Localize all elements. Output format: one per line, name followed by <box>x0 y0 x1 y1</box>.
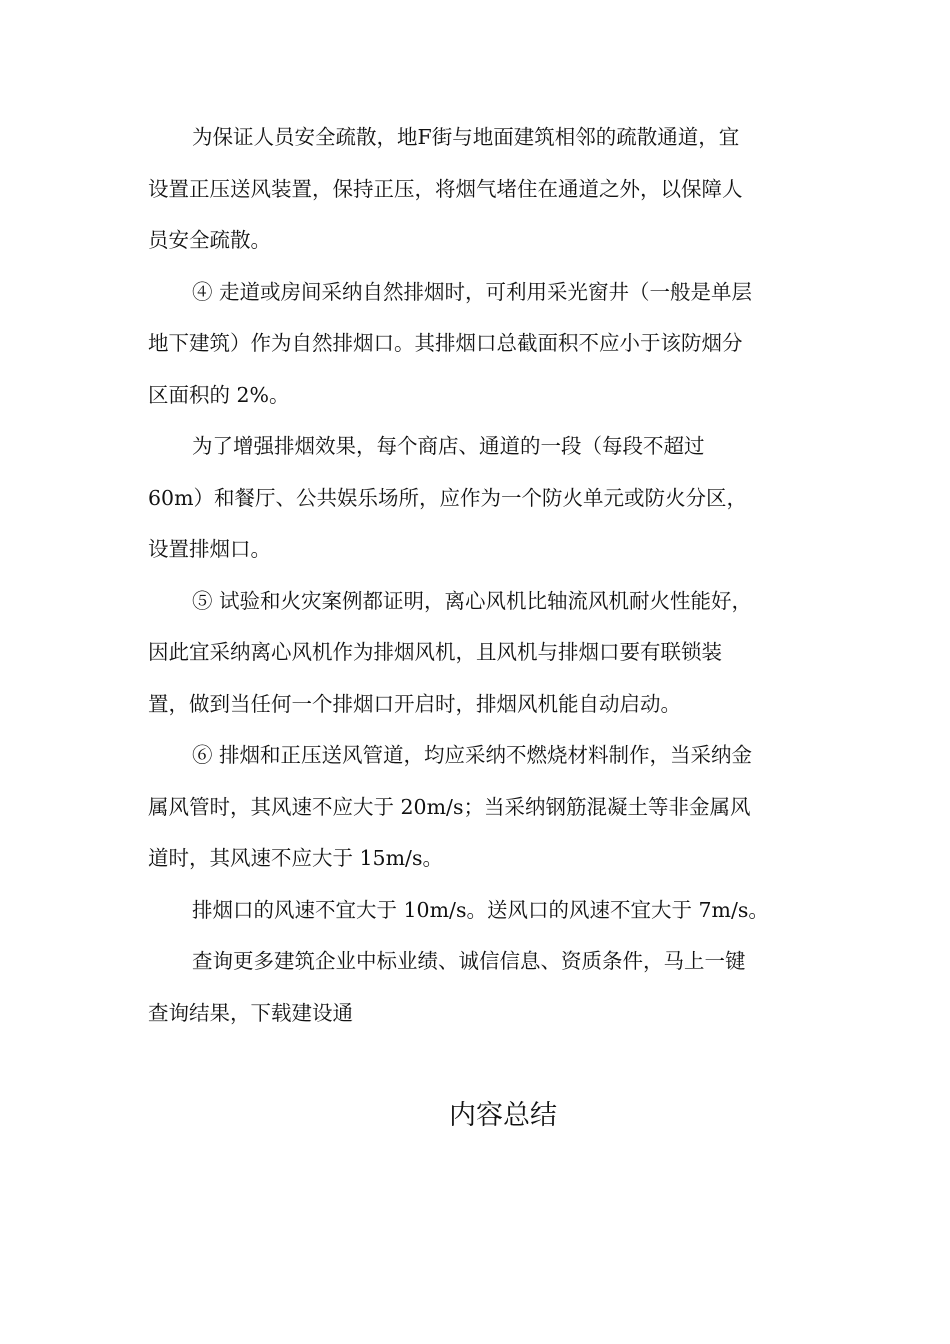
text-line: 设置排烟口。 <box>148 537 271 561</box>
text-line: 员安全疏散。 <box>148 228 271 252</box>
paragraph-item-4-natural-smoke-exhaust <box>148 267 802 422</box>
text-line: 查询结果，下载建设通 <box>148 1000 353 1025</box>
text-line: 设置正压送风装置，保持正压，将烟气堵住在通道之外，以保障人 <box>148 176 743 201</box>
paragraph-evacuation-ventilation <box>148 112 802 267</box>
text-line: 属风管时，其风速不应大于 20m/s；当采纳钢筋混凝土等非金属风 <box>148 794 751 819</box>
paragraph-outlet-air-speed <box>148 885 802 937</box>
summary-heading: 内容总结 <box>449 1100 557 1131</box>
text-line: ④ 走道或房间采纳自然排烟时，可利用采光窗井（一般是单层 <box>192 279 753 304</box>
text-line: 为保证人员安全疏散，地F街与地面建筑相邻的疏散通道，宜 <box>192 125 740 149</box>
paragraph-smoke-exhaust-effect <box>148 421 802 576</box>
paragraph-item-6-duct-materials <box>148 730 802 885</box>
text-line: ⑥ 排烟和正压送风管道，均应采纳不燃烧材料制作，当采纳金 <box>192 743 753 767</box>
text-line: ⑤ 试验和火灾案例都证明，离心风机比轴流风机耐火性能好， <box>192 588 753 613</box>
text-line: 查询更多建筑企业中标业绩、诚信信息、资质条件，马上一键 <box>192 949 746 973</box>
paragraph-item-5-centrifugal-fan <box>148 576 802 731</box>
text-line: 道时，其风速不应大于 15m/s。 <box>148 846 443 870</box>
document-body <box>148 112 802 1039</box>
paragraph-query-more <box>148 936 802 1039</box>
text-line: 地下建筑）作为自然排烟口。其排烟口总截面积不应小于该防烟分 <box>148 331 743 355</box>
text-line: 因此宜采纳离心风机作为排烟风机，且风机与排烟口要有联锁装 <box>148 640 722 664</box>
text-line: 区面积的 2%。 <box>148 382 290 407</box>
text-line: 排烟口的风速不宜大于 10m/s。送风口的风速不宜大于 7m/s。 <box>192 897 769 922</box>
text-line: 60m）和餐厅、公共娱乐场所，应作为一个防火单元或防火分区， <box>148 485 748 510</box>
text-line: 为了增强排烟效果，每个商店、通道的一段（每段不超过 <box>192 434 705 458</box>
text-line: 置，做到当任何一个排烟口开启时，排烟风机能自动启动。 <box>148 691 681 716</box>
